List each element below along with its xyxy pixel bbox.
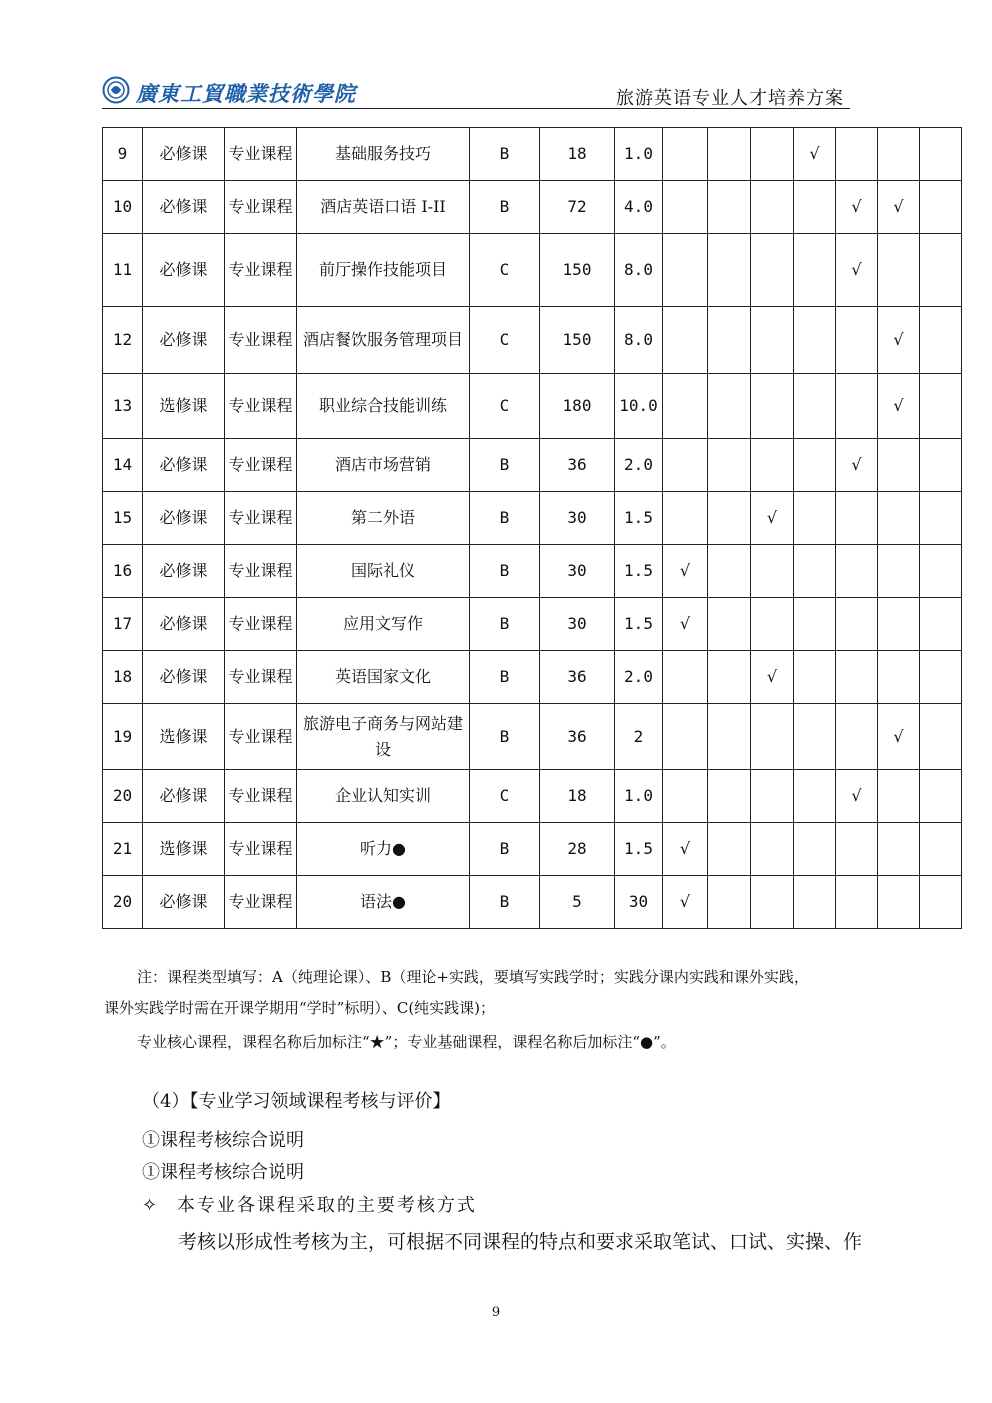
cell-credits: 8.0	[615, 234, 663, 307]
school-logo-icon	[102, 76, 130, 104]
check-mark-icon: √	[679, 561, 691, 580]
cell-semester-4	[794, 374, 836, 439]
bullet-text: 本专业各课程采取的主要考核方式	[176, 1195, 477, 1216]
cell-semester-6	[878, 704, 920, 770]
cell-credits: 1.0	[615, 770, 663, 823]
cell-semester-2	[708, 651, 751, 704]
cell-course-name: 国际礼仪	[297, 545, 470, 598]
cell-course-name: 语法●	[297, 876, 470, 929]
cell-class-type: C	[470, 770, 540, 823]
cell-number: 12	[103, 307, 143, 374]
check-mark-icon: √	[679, 614, 691, 633]
cell-semester-6	[878, 770, 920, 823]
cell-credits: 1.5	[615, 492, 663, 545]
cell-credits: 1.5	[615, 545, 663, 598]
check-mark-icon: √	[851, 260, 862, 279]
cell-category: 专业课程	[225, 545, 297, 598]
cell-semester-6	[878, 492, 920, 545]
cell-semester-5	[836, 770, 878, 823]
cell-semester-6	[878, 234, 920, 307]
cell-class-type: B	[470, 598, 540, 651]
check-mark-icon: √	[679, 839, 691, 858]
cell-semester-5	[836, 492, 878, 545]
cell-semester-3	[751, 374, 794, 439]
check-mark-icon: √	[851, 455, 862, 474]
cell-hours: 150	[540, 307, 615, 374]
cell-semester-5	[836, 704, 878, 770]
cell-semester-7	[920, 492, 962, 545]
cell-semester-1	[663, 374, 708, 439]
cell-course-name: 职业综合技能训练	[297, 374, 470, 439]
cell-semester-7	[920, 823, 962, 876]
table-row	[103, 651, 962, 704]
cell-category: 专业课程	[225, 876, 297, 929]
cell-category: 专业课程	[225, 823, 297, 876]
cell-category: 专业课程	[225, 307, 297, 374]
cell-credits: 4.0	[615, 181, 663, 234]
cell-course-name: 应用文写作	[297, 598, 470, 651]
cell-credits: 2.0	[615, 439, 663, 492]
cell-semester-4	[794, 439, 836, 492]
cell-course-type: 选修课	[143, 823, 225, 876]
cell-number: 20	[103, 876, 143, 929]
cell-course-name: 企业认知实训	[297, 770, 470, 823]
cell-semester-7	[920, 876, 962, 929]
cell-class-type: B	[470, 128, 540, 181]
cell-hours: 72	[540, 181, 615, 234]
cell-semester-4	[794, 181, 836, 234]
cell-hours: 18	[540, 128, 615, 181]
cell-semester-4	[794, 651, 836, 704]
cell-category: 专业课程	[225, 374, 297, 439]
cell-semester-6	[878, 374, 920, 439]
cell-credits: 1.0	[615, 128, 663, 181]
cell-class-type: B	[470, 876, 540, 929]
cell-semester-7	[920, 439, 962, 492]
cell-semester-1	[663, 128, 708, 181]
cell-course-type: 必修课	[143, 876, 225, 929]
cell-class-type: B	[470, 439, 540, 492]
table-row	[103, 181, 962, 234]
cell-category: 专业课程	[225, 234, 297, 307]
cell-number: 14	[103, 439, 143, 492]
cell-hours: 28	[540, 823, 615, 876]
cell-course-name: 听力●	[297, 823, 470, 876]
cell-number: 21	[103, 823, 143, 876]
cell-hours: 150	[540, 234, 615, 307]
cell-semester-6	[878, 545, 920, 598]
cell-semester-1	[663, 307, 708, 374]
cell-category: 专业课程	[225, 651, 297, 704]
page-header	[102, 72, 850, 109]
cell-semester-1	[663, 545, 708, 598]
cell-semester-2	[708, 374, 751, 439]
cell-semester-6	[878, 823, 920, 876]
cell-number: 16	[103, 545, 143, 598]
cell-course-name: 英语国家文化	[297, 651, 470, 704]
cell-semester-4	[794, 545, 836, 598]
cell-course-type: 必修课	[143, 545, 225, 598]
cell-category: 专业课程	[225, 128, 297, 181]
table-row	[103, 128, 962, 181]
cell-semester-1	[663, 876, 708, 929]
cell-semester-3	[751, 598, 794, 651]
cell-course-type: 选修课	[143, 704, 225, 770]
cell-category: 专业课程	[225, 704, 297, 770]
cell-number: 17	[103, 598, 143, 651]
cell-hours: 30	[540, 598, 615, 651]
check-mark-icon: √	[851, 786, 862, 805]
cell-semester-5	[836, 374, 878, 439]
cell-semester-3	[751, 181, 794, 234]
cell-class-type: B	[470, 651, 540, 704]
cell-semester-1	[663, 770, 708, 823]
cell-course-type: 必修课	[143, 651, 225, 704]
cell-semester-6	[878, 439, 920, 492]
cell-class-type: B	[470, 181, 540, 234]
cell-semester-5	[836, 439, 878, 492]
cell-number: 19	[103, 704, 143, 770]
document-title: 旅游英语专业人才培养方案	[616, 88, 844, 109]
cell-semester-1	[663, 492, 708, 545]
check-mark-icon: √	[893, 396, 904, 415]
cell-credits: 30	[615, 876, 663, 929]
cell-semester-2	[708, 128, 751, 181]
check-mark-icon: √	[893, 197, 904, 216]
cell-category: 专业课程	[225, 492, 297, 545]
cell-course-type: 必修课	[143, 234, 225, 307]
cell-semester-1	[663, 234, 708, 307]
table-row	[103, 823, 962, 876]
cell-semester-1	[663, 598, 708, 651]
cell-semester-6	[878, 181, 920, 234]
cell-semester-4	[794, 704, 836, 770]
cell-semester-4	[794, 234, 836, 307]
cell-hours: 36	[540, 704, 615, 770]
cell-semester-6	[878, 307, 920, 374]
table-row	[103, 704, 962, 770]
cell-semester-3	[751, 545, 794, 598]
cell-semester-3	[751, 876, 794, 929]
cell-semester-7	[920, 181, 962, 234]
cell-credits: 8.0	[615, 307, 663, 374]
cell-course-type: 必修课	[143, 181, 225, 234]
section-item-1: ①课程考核综合说明	[142, 1130, 304, 1151]
cell-hours: 5	[540, 876, 615, 929]
cell-number: 11	[103, 234, 143, 307]
page-number: 9	[491, 1305, 501, 1320]
note-line-2: 课外实践学时需在开课学期用“学时”标明）、C(纯实践课)；	[104, 999, 496, 1017]
cell-semester-5	[836, 876, 878, 929]
cell-semester-3	[751, 492, 794, 545]
cell-credits: 1.5	[615, 823, 663, 876]
cell-semester-7	[920, 307, 962, 374]
cell-semester-4	[794, 876, 836, 929]
table-row	[103, 598, 962, 651]
cell-course-name: 酒店市场营销	[297, 439, 470, 492]
cell-number: 10	[103, 181, 143, 234]
cell-class-type: C	[470, 374, 540, 439]
cell-semester-5	[836, 823, 878, 876]
cell-semester-7	[920, 374, 962, 439]
cell-course-type: 必修课	[143, 439, 225, 492]
cell-semester-5	[836, 545, 878, 598]
table-row	[103, 492, 962, 545]
cell-semester-5	[836, 234, 878, 307]
cell-semester-3	[751, 770, 794, 823]
cell-course-type: 必修课	[143, 128, 225, 181]
school-name: 廣東工貿職業技術學院	[136, 81, 356, 106]
cell-semester-3	[751, 234, 794, 307]
cell-course-name: 酒店英语口语 I-II	[297, 181, 470, 234]
diamond-bullet-icon: ✧	[142, 1195, 158, 1216]
cell-class-type: B	[470, 823, 540, 876]
table-row	[103, 307, 962, 374]
cell-semester-2	[708, 234, 751, 307]
cell-semester-7	[920, 651, 962, 704]
table-row	[103, 545, 962, 598]
check-mark-icon: √	[851, 197, 862, 216]
cell-class-type: B	[470, 545, 540, 598]
cell-semester-5	[836, 598, 878, 651]
cell-class-type: B	[470, 492, 540, 545]
cell-semester-7	[920, 234, 962, 307]
cell-semester-1	[663, 651, 708, 704]
cell-semester-7	[920, 704, 962, 770]
cell-number: 13	[103, 374, 143, 439]
cell-semester-2	[708, 545, 751, 598]
cell-semester-4	[794, 598, 836, 651]
section-heading: （4）【专业学习领域课程考核与评价】	[142, 1091, 451, 1112]
table-row	[103, 234, 962, 307]
cell-course-type: 必修课	[143, 492, 225, 545]
cell-course-name: 基础服务技巧	[297, 128, 470, 181]
check-mark-icon: √	[679, 892, 691, 911]
cell-semester-4	[794, 823, 836, 876]
cell-course-type: 选修课	[143, 374, 225, 439]
section-item-2: ①课程考核综合说明	[142, 1162, 304, 1183]
cell-course-name: 酒店餐饮服务管理项目	[297, 307, 470, 374]
course-table	[102, 127, 962, 929]
body-paragraph: 考核以形成性考核为主，可根据不同课程的特点和要求采取笔试、口试、实操、作	[178, 1231, 863, 1253]
cell-category: 专业课程	[225, 598, 297, 651]
cell-course-type: 必修课	[143, 598, 225, 651]
cell-semester-2	[708, 770, 751, 823]
table-row	[103, 770, 962, 823]
cell-credits: 10.0	[615, 374, 663, 439]
cell-course-type: 必修课	[143, 770, 225, 823]
cell-semester-6	[878, 876, 920, 929]
cell-semester-2	[708, 439, 751, 492]
table-row	[103, 876, 962, 929]
cell-class-type: C	[470, 234, 540, 307]
cell-semester-5	[836, 307, 878, 374]
bullet-line	[142, 1193, 477, 1219]
cell-course-name: 旅游电子商务与网站建设	[297, 704, 470, 770]
cell-semester-2	[708, 704, 751, 770]
cell-semester-3	[751, 823, 794, 876]
cell-semester-2	[708, 876, 751, 929]
cell-semester-7	[920, 770, 962, 823]
table-row	[103, 374, 962, 439]
cell-semester-7	[920, 598, 962, 651]
cell-credits: 1.5	[615, 598, 663, 651]
note-line-3: 专业核心课程，课程名称后加标注“★”；专业基础课程，课程名称后加标注“●”。	[137, 1033, 676, 1051]
cell-semester-1	[663, 823, 708, 876]
cell-semester-3	[751, 651, 794, 704]
cell-semester-2	[708, 492, 751, 545]
cell-semester-5	[836, 181, 878, 234]
cell-course-type: 必修课	[143, 307, 225, 374]
cell-hours: 180	[540, 374, 615, 439]
cell-semester-1	[663, 439, 708, 492]
cell-number: 9	[103, 128, 143, 181]
cell-hours: 30	[540, 545, 615, 598]
cell-category: 专业课程	[225, 181, 297, 234]
check-mark-icon: √	[766, 508, 778, 527]
cell-semester-3	[751, 439, 794, 492]
cell-semester-2	[708, 181, 751, 234]
cell-semester-3	[751, 307, 794, 374]
cell-semester-6	[878, 651, 920, 704]
cell-hours: 18	[540, 770, 615, 823]
cell-semester-6	[878, 598, 920, 651]
cell-credits: 2	[615, 704, 663, 770]
cell-semester-5	[836, 651, 878, 704]
cell-hours: 36	[540, 439, 615, 492]
cell-category: 专业课程	[225, 770, 297, 823]
cell-semester-4	[794, 492, 836, 545]
cell-semester-1	[663, 704, 708, 770]
cell-semester-6	[878, 128, 920, 181]
cell-hours: 36	[540, 651, 615, 704]
cell-semester-7	[920, 128, 962, 181]
cell-semester-3	[751, 704, 794, 770]
cell-semester-4	[794, 770, 836, 823]
cell-class-type: C	[470, 307, 540, 374]
cell-semester-5	[836, 128, 878, 181]
table-row	[103, 439, 962, 492]
check-mark-icon: √	[809, 144, 820, 163]
cell-semester-2	[708, 823, 751, 876]
cell-credits: 2.0	[615, 651, 663, 704]
cell-semester-2	[708, 598, 751, 651]
cell-semester-2	[708, 307, 751, 374]
cell-course-name: 前厅操作技能项目	[297, 234, 470, 307]
cell-number: 20	[103, 770, 143, 823]
cell-semester-4	[794, 307, 836, 374]
check-mark-icon: √	[893, 726, 904, 746]
check-mark-icon: √	[893, 330, 904, 349]
cell-semester-3	[751, 128, 794, 181]
cell-number: 18	[103, 651, 143, 704]
cell-semester-4	[794, 128, 836, 181]
cell-category: 专业课程	[225, 439, 297, 492]
cell-semester-7	[920, 545, 962, 598]
check-mark-icon: √	[766, 667, 778, 686]
cell-semester-1	[663, 181, 708, 234]
cell-course-name: 第二外语	[297, 492, 470, 545]
cell-hours: 30	[540, 492, 615, 545]
note-line-1: 注：课程类型填写：A（纯理论课）、B（理论+实践，要填写实践学时；实践分课内实践和课外实践，	[137, 968, 809, 986]
cell-class-type: B	[470, 704, 540, 770]
cell-number: 15	[103, 492, 143, 545]
